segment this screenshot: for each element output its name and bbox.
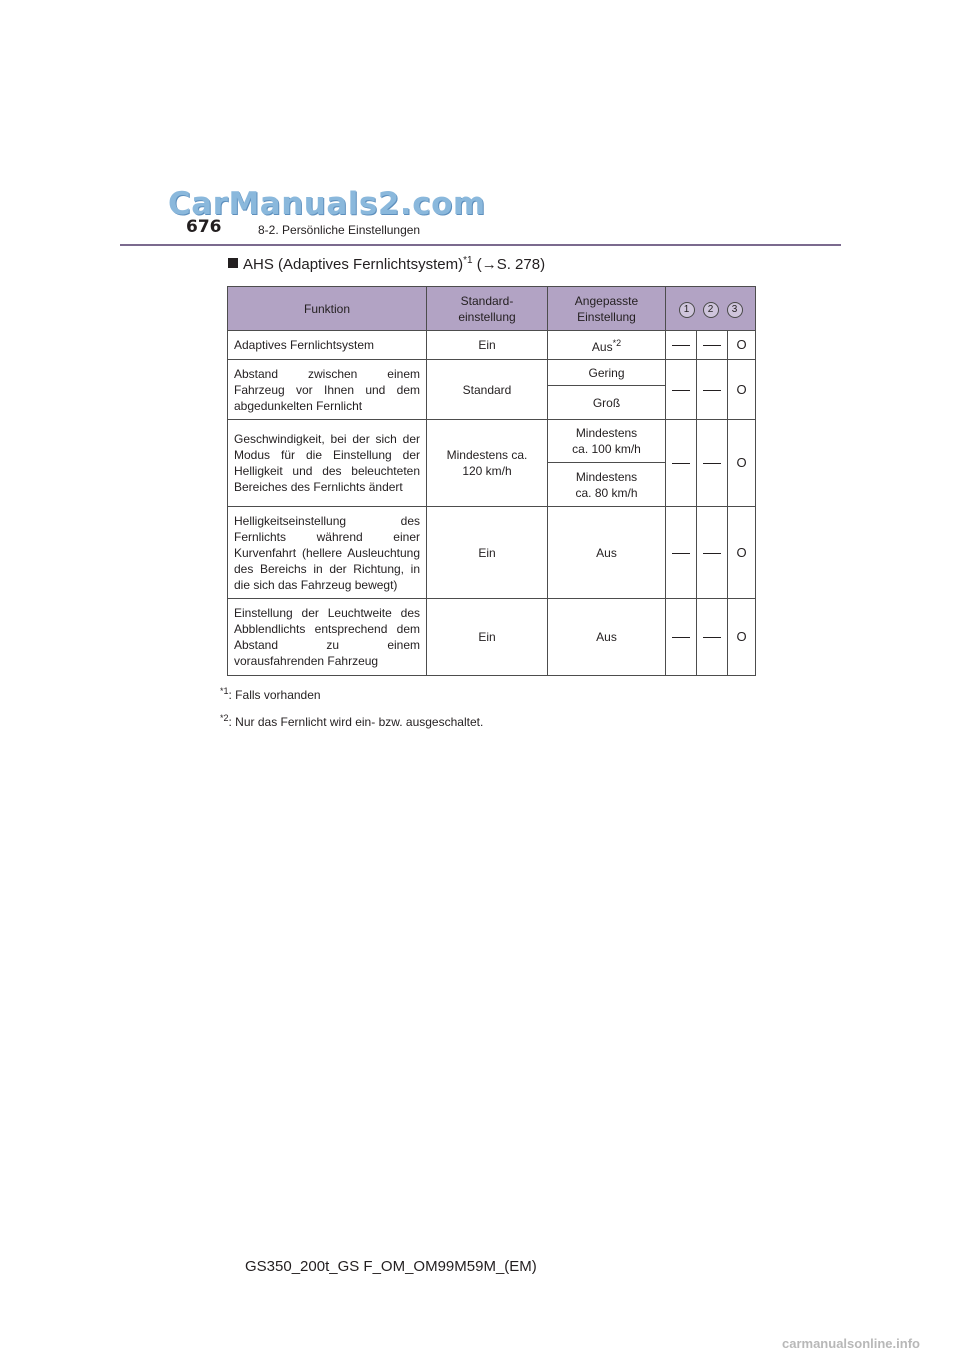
method-1-icon: 1: [679, 302, 695, 318]
custom-cell: Aus: [548, 507, 666, 599]
column-header-function: Funktion: [228, 287, 427, 331]
default-cell: Mindestens ca. 120 km/h: [427, 420, 548, 507]
page-number: 676: [186, 217, 222, 237]
dash-mark: [672, 390, 690, 391]
column-header-methods: [666, 287, 756, 331]
square-bullet-icon: [228, 258, 238, 268]
custom-footnote-ref: *2: [612, 338, 622, 348]
header-divider: [120, 244, 841, 246]
method-3-cell: O: [728, 507, 756, 599]
watermark-logo: CarManuals2.com: [168, 186, 486, 222]
settings-table: [227, 286, 756, 676]
heading-footnote-ref: *1: [463, 255, 473, 266]
method-2-cell: [697, 420, 728, 507]
dash-mark: [703, 345, 721, 346]
watermark-footer: carmanualsonline.info: [782, 1336, 920, 1351]
heading-text: AHS (Adaptives Fernlichtsystem): [243, 256, 464, 273]
dash-mark: [672, 637, 690, 638]
heading-page-reference[interactable]: (→S. 278): [476, 256, 546, 273]
dash-mark: [703, 553, 721, 554]
custom-cell: Aus: [548, 599, 666, 676]
method-2-cell: [697, 599, 728, 676]
custom-cell: Aus$^{*2}$: [548, 331, 666, 360]
custom-cell: Groß: [548, 386, 666, 420]
footnote-1: $^{*1}$: Falls vorhanden: [220, 686, 321, 702]
section-title: 8-2. Persönliche Einstellungen: [258, 223, 421, 237]
dash-mark: [703, 390, 721, 391]
method-2-cell: [697, 360, 728, 420]
default-cell: Ein: [427, 599, 548, 676]
dash-mark: [672, 553, 690, 554]
function-cell: Adaptives Fernlichtsystem: [228, 331, 427, 360]
function-cell: Abstand zwischen einem Fahrzeug vor Ihnen und dem abgedunkelten Fernlicht: [228, 360, 427, 420]
table-header-row: [228, 287, 756, 331]
method-2-cell: [697, 331, 728, 360]
function-cell: Helligkeitseinstellung des Fernlichts während einer Kurvenfahrt (hellere Ausleuchtung des Bereichs in der Richtung, in die sich das Fahrzeug bewegt): [228, 507, 427, 599]
default-cell: Ein: [427, 331, 548, 360]
method-3-cell: O: [728, 331, 756, 360]
method-2-icon: 2: [703, 302, 719, 318]
table-row: [228, 507, 756, 599]
custom-cell: Mindestens ca. 100 km/h: [548, 420, 666, 463]
custom-cell: Gering: [548, 360, 666, 386]
custom-cell: Mindestens ca. 80 km/h: [548, 463, 666, 507]
default-cell: Ein: [427, 507, 548, 599]
table-row: [228, 599, 756, 676]
method-1-cell: [666, 360, 697, 420]
footnote-2: $^{*2}$: Nur das Fernlicht wird ein- bzw. ausgeschaltet.: [220, 713, 484, 729]
method-3-icon: 3: [727, 302, 743, 318]
column-header-default: Standard-einstellung: [427, 287, 548, 331]
column-header-custom: Angepasste Einstellung: [548, 287, 666, 331]
function-cell: Geschwindigkeit, bei der sich der Modus für die Einstellung der Helligkeit und des beleuchteten Bereiches des Fernlichts ändert: [228, 420, 427, 507]
dash-mark: [703, 637, 721, 638]
default-cell: Standard: [427, 360, 548, 420]
method-3-cell: O: [728, 420, 756, 507]
table-row: [228, 331, 756, 360]
method-1-cell: [666, 420, 697, 507]
dash-mark: [672, 345, 690, 346]
table-row: [228, 360, 756, 386]
dash-mark: [703, 463, 721, 464]
method-2-cell: [697, 507, 728, 599]
function-cell: Einstellung der Leuchtweite des Abblendlichts entsprechend dem Abstand zu einem vorausfahrenden Fahrzeug: [228, 599, 427, 676]
table-row: [228, 420, 756, 463]
method-1-cell: [666, 331, 697, 360]
method-3-cell: O: [728, 599, 756, 676]
section-heading: [228, 255, 545, 273]
dash-mark: [672, 463, 690, 464]
method-3-cell: O: [728, 360, 756, 420]
method-1-cell: [666, 507, 697, 599]
document-code: GS350_200t_GS F_OM_OM99M59M_(EM): [245, 1258, 537, 1275]
method-1-cell: [666, 599, 697, 676]
